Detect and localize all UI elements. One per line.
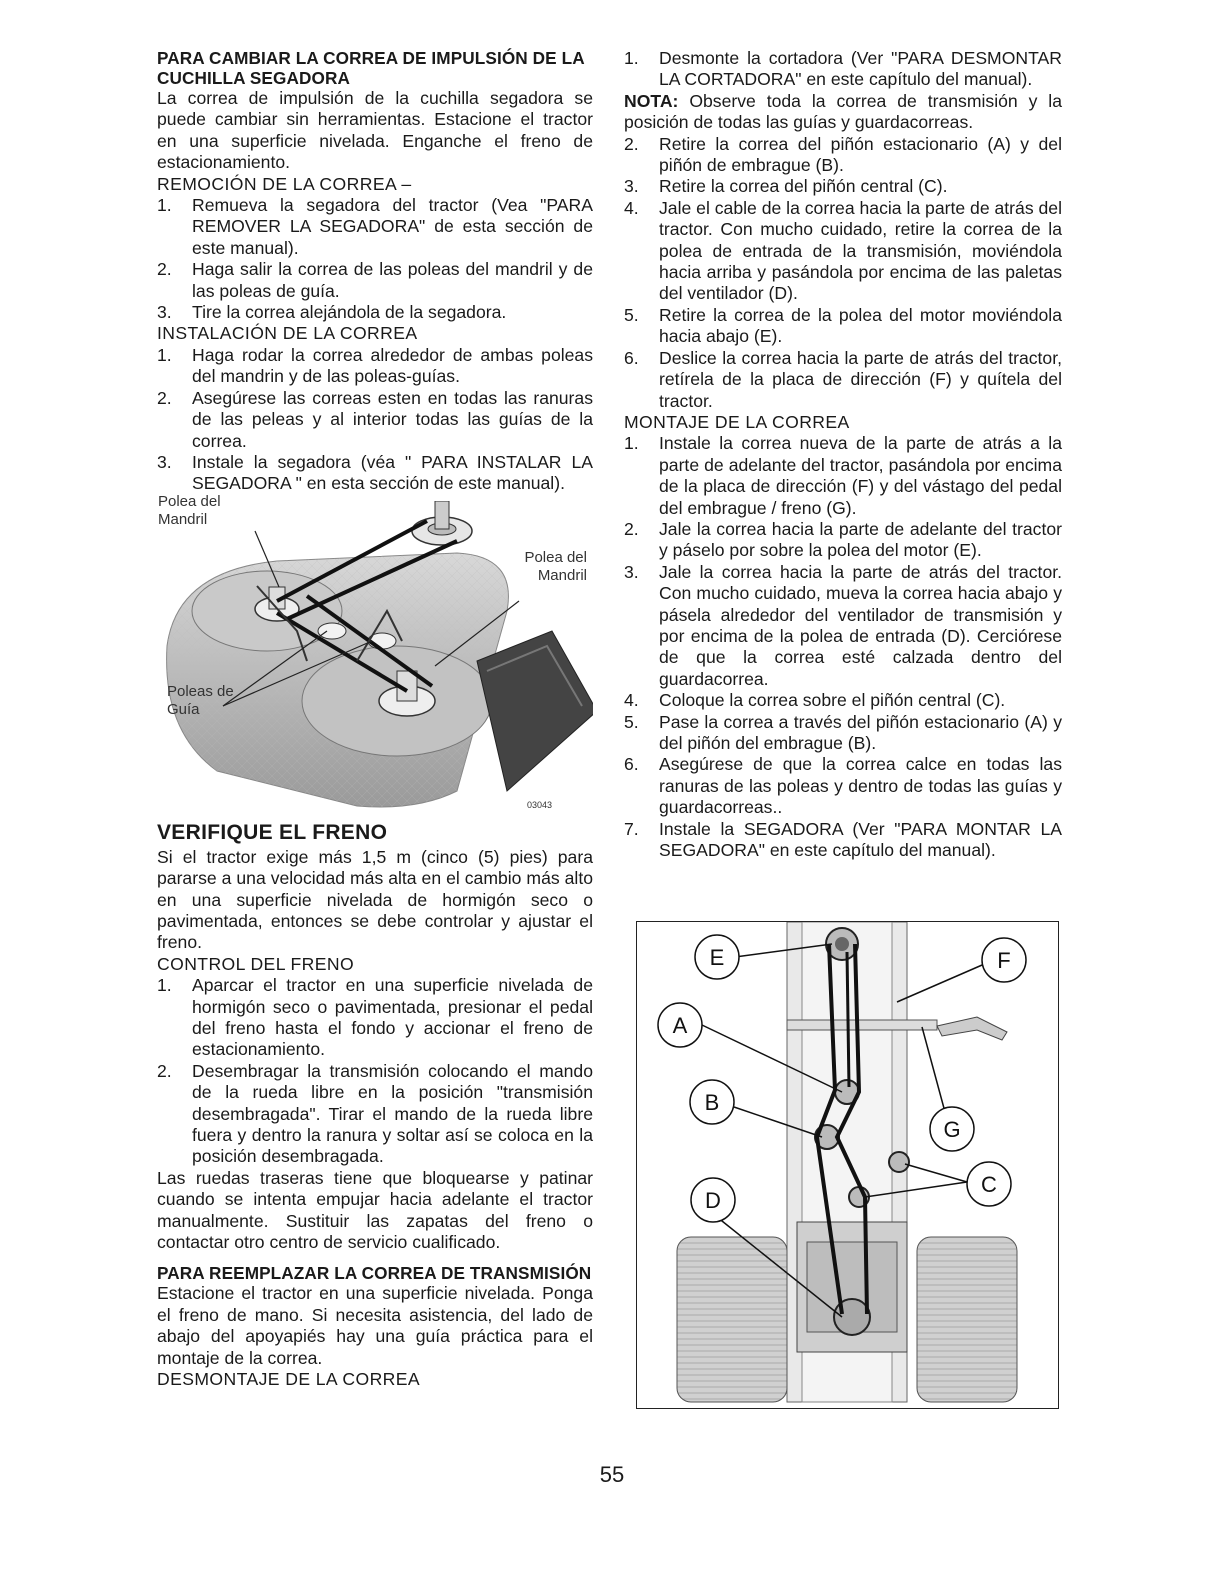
list-item: 3. Retire la correa del piñón central (C). <box>624 176 948 197</box>
trans-belt-intro: Estacione el tractor en una superficie nivelada. Ponga el freno de mano. Si necesita asistencia, del lado de abajo del apoyapiés hay una guía práctica para el montaje de la correa. <box>157 1283 593 1368</box>
list-item: 4. Jale el cable de la correa hacia la parte de atrás del tractor. Con mucho cuidado, retire la correa de la polea de entrada de la transmisión, moviéndola hacia arriba y pasándola por encima de las paletas del ventilador (D). <box>624 197 1062 304</box>
figure-code: 03043 <box>527 799 553 810</box>
list-item: 2. Haga salir la correa de las poleas del mandril y de las poleas de guía. <box>157 259 593 301</box>
note <box>624 91 1062 134</box>
brake-steps <box>157 975 593 1168</box>
list-item: 3. Instale la segadora (véa " PARA INSTALAR LA SEGADORA " en esta sección de este manual). <box>157 451 593 494</box>
mount-heading: MONTAJE DE LA CORREA <box>624 411 850 432</box>
list-item: 2. Retire la correa del piñón estacionario (A) y del piñón de embrague (B). <box>624 133 1062 176</box>
mower-deck-figure <box>157 492 593 817</box>
blade-belt-intro: La correa de impulsión de la cuchilla segadora se puede cambiar sin herramientas. Estacione el tractor en una superficie nivelada. Enganche el freno de estacionamiento. <box>157 88 593 173</box>
list-item: 5. Retire la correa de la polea del motor moviéndola hacia abajo (E). <box>624 304 1062 347</box>
note-text: Observe toda la correa de transmisión y la posición de todas las guías y guardacorreas. <box>624 90 1062 133</box>
callout-d: D <box>705 1188 721 1213</box>
brake-section-title: VERIFIQUE EL FRENO <box>157 820 388 844</box>
brake-outro: Las ruedas traseras tiene que bloquearse y patinar cuando se intenta empujar hacia adelante el tractor manualmente. Sustituir las zapatas del freno o contactar otro centro de servicio cualificado. <box>157 1167 593 1253</box>
install-steps <box>157 345 593 495</box>
list-item: 4. Coloque la correa sobre el piñón central (C). <box>624 690 1006 711</box>
tractor-belt-diagram <box>636 921 1059 1409</box>
list-item: 3. Jale la correa hacia la parte de atrás del tractor. Con mucho cuidado, mueva la correa hacia abajo y pásela alrededor del ventilador de transmisión y por encima de la polea de entrada (D). Cerciórese de que la correa esté calzada dentro del guardacorrea. <box>624 561 1062 689</box>
list-item: 2. Desembragar la transmisión colocando el mando de la rueda libre en la posición "transmisión desembragada". Tirar el mando de la rueda libre fuera y dentro la ranura y soltar así se coloca en la posición desembragada. <box>157 1060 593 1167</box>
label-spindle-pulley-right: Polea del Mandril <box>524 548 587 584</box>
list-item: 7. Instale la SEGADORA (Ver "PARA MONTAR LA SEGADORA" en este capítulo del manual). <box>624 818 1062 861</box>
section-title-blade-belt: PARA CAMBIAR LA CORREA DE IMPULSIÓN DE LA CUCHILLA SEGADORA <box>157 48 585 88</box>
list-item: 1. Aparcar el tractor en una superficie nivelada de hormigón seco o pavimentada, presionar el pedal del freno hasta el fondo y accionar el freno de estacionamiento. <box>157 975 593 1060</box>
list-item: 3. Tire la correa alejándola de la segadora. <box>157 302 507 323</box>
step-1 <box>624 48 1062 91</box>
trans-belt-title: PARA REEMPLAZAR LA CORREA DE TRANSMISIÓN <box>157 1263 592 1284</box>
list-item: 1. Haga rodar la correa alrededor de ambas poleas del mandrin y de las poleas-guías. <box>157 344 593 387</box>
label-guide-pulleys: Poleas de Guía <box>167 682 234 718</box>
list-item: 2. Asegúrese las correas esten en todas las ranuras de las peleas y al interior todas las guías de la correa. <box>157 387 593 451</box>
callout-c: C <box>981 1172 997 1197</box>
callout-a: A <box>672 1013 688 1038</box>
trans-removal-steps <box>624 134 1062 412</box>
left-column <box>157 48 593 1390</box>
callout-b: B <box>704 1090 720 1115</box>
list-item: 1. Remueva la segadora del tractor (Vea "PARA REMOVER LA SEGADORA" de esta sección de este manual). <box>157 195 593 258</box>
list-item: 1. Instale la correa nueva de la parte de atrás a la parte de adelante del tractor, pasándola por encima de la placa de dirección (F) y del vástago del pedal del embrague / freno (G). <box>624 433 1062 518</box>
list-item: 1. Desmonte la cortadora (Ver "PARA DESMONTAR LA CORTADORA" en este capítulo del manual). <box>624 48 1062 90</box>
list-item: 6. Deslice la correa hacia la parte de atrás del tractor, retírela de la placa de dirección (F) y quítela del tractor. <box>624 347 1062 411</box>
removal-heading: REMOCIÓN DE LA CORREA – <box>157 173 412 194</box>
callout-e: E <box>709 945 725 970</box>
page-number: 55 <box>599 1462 625 1487</box>
callout-g: G <box>943 1117 961 1142</box>
brake-intro: Si el tractor exige más 1,5 m (cinco (5) pies) para pararse a una velocidad más alta en el cambio más alto en una superficie nivelada de hormigón seco o pavimentada, entonces se debe controlar y ajustar el freno. <box>157 846 593 953</box>
trans-removal-heading: DESMONTAJE DE LA CORREA <box>157 1369 421 1390</box>
right-column <box>624 48 1062 861</box>
tractor-underside-illustration <box>637 922 1057 1407</box>
brake-control-heading: CONTROL DEL FRENO <box>157 953 355 974</box>
list-item: 5. Pase la correa a través del piñón estacionario (A) y del piñón del embrague (B). <box>624 711 1062 753</box>
callout-f: F <box>997 948 1011 973</box>
mount-steps <box>624 433 1062 861</box>
note-label: NOTA: <box>624 90 679 111</box>
label-spindle-pulley-left: Polea del Mandril <box>158 492 221 528</box>
removal-steps <box>157 195 593 323</box>
list-item: 6. Asegúrese de que la correa calce en todas las ranuras de las poleas y dentro de todas las guías y guardacorreas.. <box>624 754 1062 818</box>
list-item: 2. Jale la correa hacia la parte de adelante del tractor y páselo por sobre la polea del motor (E). <box>624 518 1062 561</box>
install-heading: INSTALACIÓN DE LA CORREA <box>157 323 418 344</box>
